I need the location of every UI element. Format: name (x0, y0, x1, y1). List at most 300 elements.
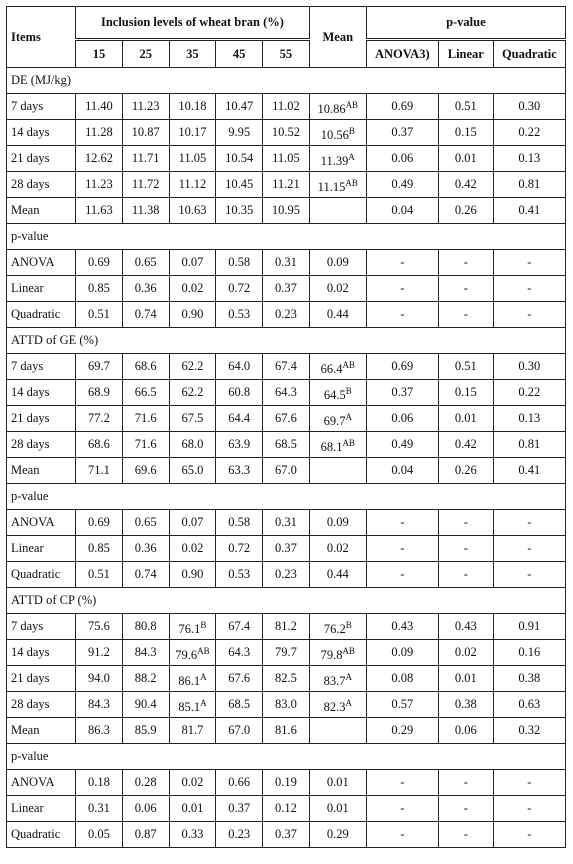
pvalue-cell: - (366, 536, 438, 562)
pvalue-cell: 0.43 (438, 614, 493, 640)
value-cell: 91.2 (76, 640, 123, 666)
pvalue-cell: - (493, 770, 565, 796)
table-row (7, 822, 566, 848)
value-cell: 64.3 (263, 380, 310, 406)
value-cell: 11.02 (263, 94, 310, 120)
mean-cell (309, 614, 366, 640)
value-cell: 82.5 (263, 666, 310, 692)
pvalue-cell: 0.51 (438, 94, 493, 120)
significance-letter: AB (345, 178, 358, 188)
cell-value: 86.1 (178, 674, 201, 688)
value-cell: 10.54 (216, 146, 263, 172)
value-cell: 0.06 (122, 796, 169, 822)
pvalue-cell: - (438, 250, 493, 276)
value-cell: 12.62 (76, 146, 123, 172)
pvalue-cell: 0.63 (493, 692, 565, 718)
mean-cell (309, 380, 366, 406)
section-title-row (7, 588, 566, 614)
value-cell: 0.02 (169, 276, 216, 302)
pvalue-cell: 0.57 (366, 692, 438, 718)
pvalue-cell: 0.04 (366, 198, 438, 224)
cell-value: 76.1 (178, 622, 201, 636)
cell-value: 11.15 (317, 180, 346, 194)
value-cell: 0.51 (76, 302, 123, 328)
value-cell: 71.6 (122, 432, 169, 458)
row-label: 7 days (7, 94, 76, 120)
value-cell: 69.6 (122, 458, 169, 484)
value-cell: 0.19 (263, 770, 310, 796)
pvalue-cell: - (438, 276, 493, 302)
table-row (7, 718, 566, 744)
pvalue-cell: 0.38 (438, 692, 493, 718)
value-cell: 9.95 (216, 120, 263, 146)
row-label: Mean (7, 718, 76, 744)
pvalue-cell: 0.43 (366, 614, 438, 640)
pvalue-cell: - (438, 770, 493, 796)
cell-value: 83.7 (323, 674, 346, 688)
value-cell: 11.05 (169, 146, 216, 172)
pvalue-cell: 0.51 (438, 354, 493, 380)
value-cell: 94.0 (76, 666, 123, 692)
pvalue-section-title: p-value (7, 744, 566, 770)
pvalue-cell: 0.06 (366, 146, 438, 172)
pvalue-cell: 0.15 (438, 120, 493, 146)
pvalue-cell: 0.15 (438, 380, 493, 406)
row-label: Linear (7, 796, 76, 822)
significance-letter: AB (342, 646, 355, 656)
value-cell: 83.0 (263, 692, 310, 718)
table-row (7, 198, 566, 224)
value-cell: 11.23 (76, 172, 123, 198)
pvalue-cell: - (493, 536, 565, 562)
value-cell (169, 640, 216, 666)
cell-value-wrap (321, 362, 355, 376)
table-row (7, 796, 566, 822)
pvalue-title-row (7, 224, 566, 250)
value-cell: 0.58 (216, 250, 263, 276)
table-row (7, 666, 566, 692)
linear-header: Linear (438, 40, 493, 68)
pvalue-cell: - (493, 276, 565, 302)
value-cell: 90.4 (122, 692, 169, 718)
pvalue-header: p-value (366, 7, 565, 40)
pvalue-cell: - (366, 562, 438, 588)
value-cell: 0.23 (263, 562, 310, 588)
pvalue-cell: - (366, 770, 438, 796)
mean-cell: 0.29 (309, 822, 366, 848)
table-row (7, 172, 566, 198)
value-cell: 68.9 (76, 380, 123, 406)
value-cell: 77.2 (76, 406, 123, 432)
table-row (7, 770, 566, 796)
cell-value: 64.5 (323, 388, 346, 402)
value-cell: 75.6 (76, 614, 123, 640)
value-cell: 10.63 (169, 198, 216, 224)
value-cell: 63.3 (216, 458, 263, 484)
section-title-row (7, 68, 566, 94)
table-row (7, 614, 566, 640)
value-cell: 10.47 (216, 94, 263, 120)
table-row (7, 640, 566, 666)
cell-value-wrap (324, 414, 352, 428)
table-row (7, 354, 566, 380)
pvalue-cell: - (438, 536, 493, 562)
pvalue-cell: 0.02 (438, 640, 493, 666)
value-cell: 0.37 (216, 796, 263, 822)
cell-value-wrap (324, 700, 352, 714)
table-row (7, 146, 566, 172)
row-label: Linear (7, 276, 76, 302)
pvalue-cell: - (493, 562, 565, 588)
value-cell: 68.6 (76, 432, 123, 458)
section-title: DE (MJ/kg) (7, 68, 566, 94)
pvalue-cell: - (438, 822, 493, 848)
value-cell: 0.85 (76, 276, 123, 302)
value-cell: 0.53 (216, 562, 263, 588)
pvalue-section-title: p-value (7, 484, 566, 510)
pvalue-cell: - (493, 822, 565, 848)
pvalue-cell: 0.49 (366, 172, 438, 198)
pvalue-cell: 0.22 (493, 120, 565, 146)
value-cell: 0.65 (122, 250, 169, 276)
mean-cell (309, 120, 366, 146)
cell-value-wrap (321, 128, 355, 142)
value-cell: 68.5 (216, 692, 263, 718)
mean-cell (309, 94, 366, 120)
value-cell: 81.6 (263, 718, 310, 744)
cell-value: 79.8 (320, 648, 343, 662)
cell-value-wrap (317, 102, 358, 116)
value-cell: 0.23 (216, 822, 263, 848)
value-cell: 0.58 (216, 510, 263, 536)
level-header: 55 (263, 40, 310, 68)
cell-value-wrap (178, 622, 206, 636)
mean-cell (309, 640, 366, 666)
value-cell: 0.07 (169, 250, 216, 276)
value-cell: 60.8 (216, 380, 263, 406)
mean-cell: 0.02 (309, 276, 366, 302)
value-cell: 0.18 (76, 770, 123, 796)
significance-letter: AB (342, 360, 355, 370)
cell-value: 82.3 (323, 700, 346, 714)
row-label: 28 days (7, 692, 76, 718)
value-cell: 0.90 (169, 302, 216, 328)
row-label: 7 days (7, 614, 76, 640)
value-cell: 66.5 (122, 380, 169, 406)
table-row (7, 458, 566, 484)
row-label: Mean (7, 458, 76, 484)
value-cell: 67.5 (169, 406, 216, 432)
value-cell: 67.6 (263, 406, 310, 432)
pvalue-cell: 0.41 (493, 198, 565, 224)
mean-header: Mean (309, 7, 366, 68)
cell-value: 10.86 (317, 102, 346, 116)
pvalue-cell: 0.08 (366, 666, 438, 692)
row-label: Quadratic (7, 562, 76, 588)
pvalue-cell: - (366, 250, 438, 276)
table-body (7, 68, 566, 848)
value-cell: 0.74 (122, 302, 169, 328)
value-cell: 65.0 (169, 458, 216, 484)
pvalue-cell: 0.81 (493, 432, 565, 458)
cell-value: 85.1 (178, 700, 201, 714)
value-cell: 11.21 (263, 172, 310, 198)
row-label: Quadratic (7, 822, 76, 848)
mean-cell (309, 406, 366, 432)
mean-cell (309, 458, 366, 484)
pvalue-cell: 0.04 (366, 458, 438, 484)
value-cell (169, 692, 216, 718)
value-cell: 0.36 (122, 536, 169, 562)
table-row (7, 692, 566, 718)
row-label: 21 days (7, 146, 76, 172)
table-row (7, 510, 566, 536)
cell-value: 79.6 (175, 648, 198, 662)
significance-letter: B (345, 620, 352, 630)
value-cell: 86.3 (76, 718, 123, 744)
table-row (7, 302, 566, 328)
pvalue-cell: 0.01 (438, 146, 493, 172)
table-row (7, 536, 566, 562)
pvalue-cell: 0.30 (493, 354, 565, 380)
items-header: Items (7, 7, 76, 68)
value-cell: 0.37 (263, 276, 310, 302)
cell-value-wrap (321, 440, 355, 454)
value-cell: 11.12 (169, 172, 216, 198)
mean-cell: 0.44 (309, 302, 366, 328)
cell-value-wrap (324, 622, 352, 636)
pvalue-cell: 0.26 (438, 458, 493, 484)
mean-cell: 0.09 (309, 250, 366, 276)
value-cell: 84.3 (76, 692, 123, 718)
anova-header: ANOVA3) (366, 40, 438, 68)
value-cell: 0.05 (76, 822, 123, 848)
value-cell: 0.36 (122, 276, 169, 302)
cell-value-wrap (318, 180, 358, 194)
pvalue-cell: - (438, 562, 493, 588)
value-cell: 0.69 (76, 510, 123, 536)
value-cell: 64.4 (216, 406, 263, 432)
pvalue-cell: 0.06 (366, 406, 438, 432)
mean-cell (309, 198, 366, 224)
pvalue-cell: 0.22 (493, 380, 565, 406)
section-title-row (7, 328, 566, 354)
value-cell: 10.17 (169, 120, 216, 146)
value-cell: 88.2 (122, 666, 169, 692)
value-cell: 68.0 (169, 432, 216, 458)
value-cell: 69.7 (76, 354, 123, 380)
value-cell: 67.0 (216, 718, 263, 744)
value-cell: 0.72 (216, 276, 263, 302)
significance-letter: B (200, 620, 207, 630)
significance-letter: AB (197, 646, 210, 656)
table-header (7, 7, 566, 68)
value-cell: 85.9 (122, 718, 169, 744)
pvalue-cell: 0.38 (493, 666, 565, 692)
pvalue-cell: - (493, 302, 565, 328)
level-header: 35 (169, 40, 216, 68)
value-cell: 68.6 (122, 354, 169, 380)
value-cell: 11.63 (76, 198, 123, 224)
level-header: 15 (76, 40, 123, 68)
value-cell: 80.8 (122, 614, 169, 640)
value-cell: 67.4 (216, 614, 263, 640)
significance-letter: AB (345, 100, 359, 110)
pvalue-cell: 0.26 (438, 198, 493, 224)
value-cell: 0.72 (216, 536, 263, 562)
significance-letter: A (200, 672, 207, 682)
row-label: Mean (7, 198, 76, 224)
value-cell: 0.33 (169, 822, 216, 848)
value-cell: 0.87 (122, 822, 169, 848)
value-cell: 67.0 (263, 458, 310, 484)
row-label: Linear (7, 536, 76, 562)
cell-value: 10.56 (320, 128, 349, 142)
pvalue-cell: - (366, 276, 438, 302)
level-header: 25 (122, 40, 169, 68)
pvalue-cell: 0.69 (366, 354, 438, 380)
value-cell: 67.4 (263, 354, 310, 380)
pvalue-cell: 0.06 (438, 718, 493, 744)
value-cell: 84.3 (122, 640, 169, 666)
pvalue-cell: 0.42 (438, 172, 493, 198)
pvalue-cell: - (438, 510, 493, 536)
pvalue-section-title: p-value (7, 224, 566, 250)
value-cell: 0.85 (76, 536, 123, 562)
mean-cell (309, 354, 366, 380)
pvalue-cell: 0.30 (493, 94, 565, 120)
mean-cell: 0.44 (309, 562, 366, 588)
value-cell: 0.37 (263, 536, 310, 562)
value-cell: 0.74 (122, 562, 169, 588)
pvalue-cell: - (438, 796, 493, 822)
cell-value: 76.2 (323, 622, 346, 636)
value-cell: 0.28 (122, 770, 169, 796)
significance-letter: A (200, 698, 207, 708)
value-cell: 10.87 (122, 120, 169, 146)
cell-value-wrap (324, 674, 352, 688)
table-row (7, 120, 566, 146)
level-header: 45 (216, 40, 263, 68)
pvalue-cell: 0.41 (493, 458, 565, 484)
table-row (7, 432, 566, 458)
pvalue-cell: - (366, 822, 438, 848)
table-row (7, 562, 566, 588)
pvalue-cell: 0.49 (366, 432, 438, 458)
pvalue-cell: 0.29 (366, 718, 438, 744)
value-cell: 10.18 (169, 94, 216, 120)
value-cell: 0.37 (263, 822, 310, 848)
value-cell: 11.38 (122, 198, 169, 224)
table-row (7, 406, 566, 432)
mean-cell (309, 432, 366, 458)
value-cell: 10.35 (216, 198, 263, 224)
mean-cell (309, 666, 366, 692)
value-cell: 10.45 (216, 172, 263, 198)
pvalue-title-row (7, 744, 566, 770)
value-cell: 0.53 (216, 302, 263, 328)
value-cell: 11.28 (76, 120, 123, 146)
pvalue-cell: 0.37 (366, 380, 438, 406)
pvalue-cell: 0.69 (366, 94, 438, 120)
value-cell: 64.0 (216, 354, 263, 380)
cell-value-wrap (321, 154, 355, 168)
mean-cell: 0.01 (309, 796, 366, 822)
value-cell (169, 614, 216, 640)
significance-letter: A (345, 672, 352, 682)
value-cell: 0.51 (76, 562, 123, 588)
value-cell: 63.9 (216, 432, 263, 458)
row-label: ANOVA (7, 510, 76, 536)
value-cell: 0.02 (169, 770, 216, 796)
value-cell: 68.5 (263, 432, 310, 458)
value-cell: 0.31 (76, 796, 123, 822)
significance-letter: B (345, 386, 352, 396)
cell-value-wrap (178, 674, 206, 688)
value-cell: 11.72 (122, 172, 169, 198)
value-cell: 67.6 (216, 666, 263, 692)
value-cell: 11.23 (122, 94, 169, 120)
pvalue-cell: 0.01 (438, 406, 493, 432)
cell-value: 66.4 (320, 362, 343, 376)
mean-cell (309, 718, 366, 744)
value-cell: 10.95 (263, 198, 310, 224)
significance-letter: A (345, 698, 352, 708)
value-cell: 0.02 (169, 536, 216, 562)
value-cell: 0.07 (169, 510, 216, 536)
mean-cell (309, 146, 366, 172)
row-label: 14 days (7, 640, 76, 666)
row-label: 14 days (7, 380, 76, 406)
value-cell: 81.2 (263, 614, 310, 640)
pvalue-cell: - (493, 796, 565, 822)
data-table (6, 6, 566, 848)
row-label: ANOVA (7, 770, 76, 796)
table-row (7, 380, 566, 406)
pvalue-cell: 0.81 (493, 172, 565, 198)
row-label: 21 days (7, 406, 76, 432)
pvalue-cell: - (438, 302, 493, 328)
mean-cell (309, 172, 366, 198)
value-cell: 79.7 (263, 640, 310, 666)
cell-value-wrap (175, 648, 209, 662)
table-row (7, 276, 566, 302)
pvalue-cell: 0.13 (493, 146, 565, 172)
value-cell: 71.1 (76, 458, 123, 484)
inclusion-header: Inclusion levels of wheat bran (%) (76, 7, 310, 40)
value-cell: 10.52 (263, 120, 310, 146)
pvalue-title-row (7, 484, 566, 510)
cell-value: 69.7 (323, 414, 346, 428)
pvalue-cell: 0.09 (366, 640, 438, 666)
significance-letter: B (348, 126, 355, 136)
section-title: ATTD of CP (%) (7, 588, 566, 614)
value-cell: 11.40 (76, 94, 123, 120)
pvalue-cell: 0.37 (366, 120, 438, 146)
value-cell: 71.6 (122, 406, 169, 432)
row-label: Quadratic (7, 302, 76, 328)
pvalue-cell: - (366, 302, 438, 328)
pvalue-cell: 0.32 (493, 718, 565, 744)
pvalue-cell: 0.13 (493, 406, 565, 432)
row-label: 21 days (7, 666, 76, 692)
value-cell: 0.66 (216, 770, 263, 796)
row-label: 7 days (7, 354, 76, 380)
significance-letter: AB (342, 438, 355, 448)
mean-cell (309, 692, 366, 718)
mean-cell: 0.09 (309, 510, 366, 536)
pvalue-cell: 0.91 (493, 614, 565, 640)
